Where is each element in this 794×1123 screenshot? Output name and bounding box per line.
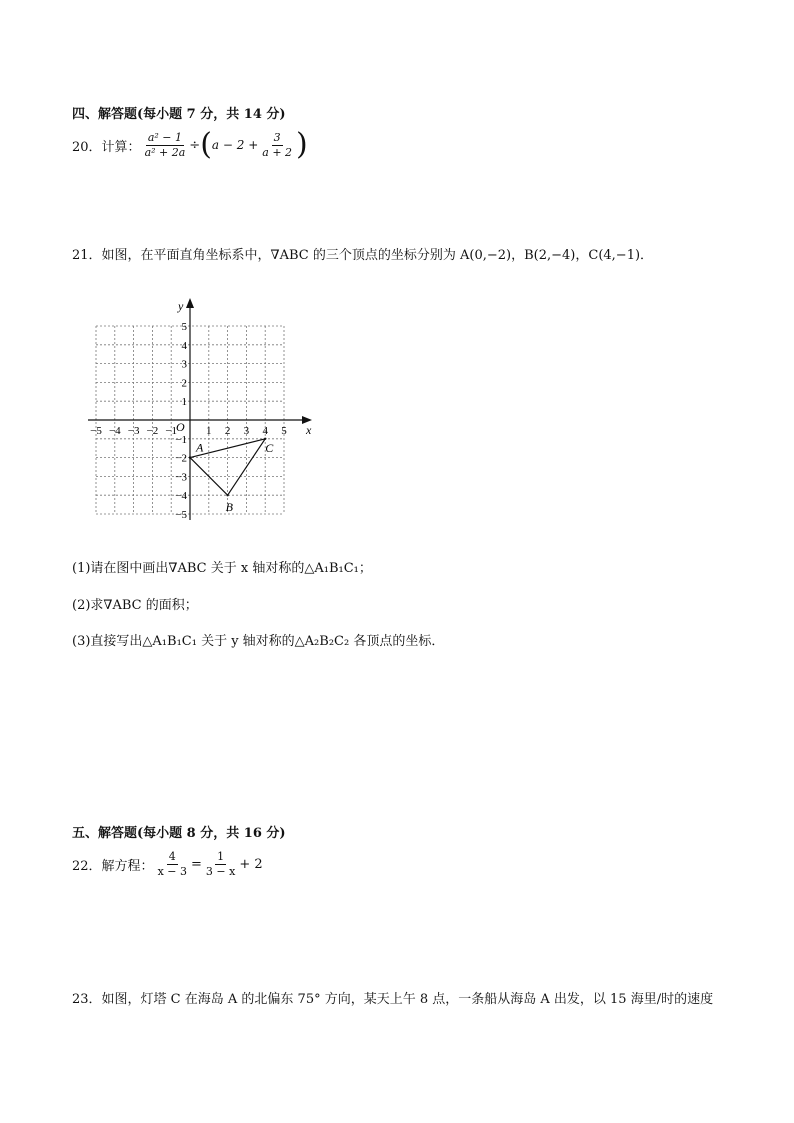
q22-label: 解方程： [101,859,154,874]
q23-text: 如图，灯塔 C 在海岛 A 的北偏东 75° 方向，某天上午 8 点，一条船从海岛 A 出发，以 15 海里/时的速度 [101,992,714,1007]
question-20 [72,127,308,162]
q20-fraction-1 [143,131,188,160]
y-tick-label: 2 [181,377,187,390]
x-tick-label: −4 [108,425,121,437]
coordinate-figure [80,290,320,525]
vertex-c [264,438,266,440]
x-tick-label: 2 [224,425,231,437]
q22-equals: = [190,857,202,872]
x-tick-label: 3 [243,425,250,437]
tick-labels [90,321,287,521]
q22-f1-denominator: x − 3 [157,865,187,878]
q22-f2-numerator: 1 [217,850,225,863]
y-tick-label: −4 [175,490,187,503]
q20-f2-denominator: a + 2 [262,145,293,159]
vertex-label-b: B [225,500,233,515]
section-5-title: 五、解答题(每小题 8 分，共 16 分) [72,826,286,841]
section-4-title: 四、解答题(每小题 7 分，共 14 分) [72,107,286,122]
q20-fraction-2 [260,131,294,160]
q22-tail: + 2 [239,857,263,872]
right-paren: ) [296,127,308,162]
q20-label: 计算： [101,139,141,155]
triangle-abc [189,438,274,515]
y-tick-label: 4 [181,339,187,352]
y-axis-arrow [186,298,194,308]
q20-inner-lead: a − 2 + [211,138,259,152]
origin-label: O [176,420,185,434]
x-tick-label: 1 [206,425,212,437]
q20-f1-denominator: a² + 2a [144,145,186,159]
y-tick-label: −2 [175,452,187,465]
y-tick-label: −3 [175,471,187,484]
q22-number: 22． [72,859,102,874]
y-tick-label: −5 [175,509,187,521]
q20-divide-sign: ÷ [189,137,201,153]
vertex-label-a: A [196,440,204,455]
y-tick-label: 1 [181,396,187,409]
left-paren: ( [200,127,212,162]
x-tick-label: −5 [90,425,102,437]
question-23 [72,988,713,1007]
q21-part-3: (3)直接写出△A₁B₁C₁ 关于 y 轴对称的△A₂B₂C₂ 各顶点的坐标． [72,634,445,649]
x-tick-label: −1 [165,425,178,437]
q22-f2-denominator: 3 − x [205,865,236,878]
q21-number: 21． [72,248,102,263]
vertex-a [189,456,191,458]
q20-f2-numerator: 3 [273,130,281,144]
y-tick-label: 3 [181,358,187,371]
x-axis-label: x [306,423,312,437]
vertex-b [226,494,228,496]
q22-fraction-1 [156,850,189,879]
q22-fraction-2 [204,850,237,879]
question-21 [72,244,653,263]
question-22 [72,850,263,879]
x-tick-label: 4 [262,425,268,437]
vertex-label-c: C [265,440,274,455]
y-axis-label: y [178,299,184,313]
q20-number: 20． [72,139,102,155]
axes [88,298,312,520]
q21-part-2: (2)求∇ABC 的面积； [72,598,198,613]
x-tick-label: 5 [281,425,287,437]
y-tick-label: −1 [175,433,187,446]
q23-number: 23． [72,992,102,1007]
y-tick-label: 5 [181,321,187,333]
x-tick-label: −2 [146,425,159,437]
q21-stem: 如图，在平面直角坐标系中，∇ABC 的三个顶点的坐标分别为 A(0,−2)，B(2,−4)，C(4,−1)． [101,248,654,263]
q22-f1-numerator: 4 [168,850,176,863]
x-tick-label: −3 [127,425,140,437]
q20-f1-numerator: a² − 1 [147,130,183,144]
q21-part-1: (1)请在图中画出∇ABC 关于 x 轴对称的△A₁B₁C₁； [72,561,372,576]
